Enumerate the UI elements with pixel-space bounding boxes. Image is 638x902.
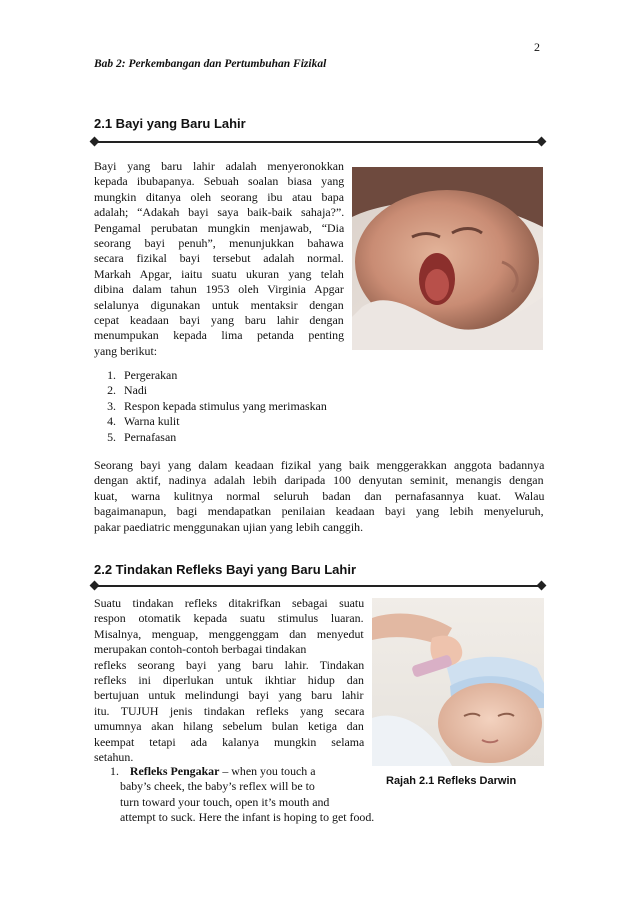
section1-paragraph: [94, 159, 344, 359]
section2-paragraph: [94, 596, 364, 765]
text-line: refleks seorang bayi yang baru lahir. Tindakan: [94, 657, 365, 672]
sleeping-baby-photo: [372, 598, 544, 766]
text-line: menumpukan kepada lima petanda penting: [94, 328, 345, 343]
section1-paragraph-2: [94, 458, 544, 535]
list-item: 3. Respon kepada stimulus yang merimaskan: [107, 398, 327, 413]
text-line: Markah Apgar, iaitu suatu ukuran yang telah: [94, 266, 344, 281]
divider-left-diamond: [90, 581, 100, 591]
divider-left-diamond: [90, 137, 100, 147]
yawning-baby-photo: [352, 167, 543, 350]
text-line: attempt to suck. Here the infant is hoping to get food.: [120, 810, 375, 825]
apgar-signs-list: [94, 368, 414, 445]
text-line: bertujuan untuk melindungi bayi yang baru lahir: [94, 688, 364, 703]
text-line: setahun.: [94, 750, 134, 765]
text-line: respon otomatik kepada suatu stimulus luaran.: [94, 611, 364, 626]
text-line: cepat keadaan bayi yang baru lahir dengan: [94, 313, 344, 328]
text-line: secara fizikal bayi tersebut adalah normal.: [94, 251, 344, 266]
page-number: 2: [534, 40, 540, 54]
text-line: Pengamal perubatan mungkin menjawab, “Dia: [94, 220, 345, 235]
text-line: dibina dalam tahun 1953 oleh Virginia Apgar: [94, 282, 344, 297]
section-title-2-1: 2.1 Bayi yang Baru Lahir: [94, 116, 246, 131]
section-divider-1: [94, 141, 542, 143]
text-line: Suatu tindakan refleks ditakrifkan sebagai suatu: [94, 596, 365, 610]
text-line: yang berikut:: [94, 343, 158, 358]
text-line: umumnya akan hilang sebelum bulan ketiga dan: [94, 719, 364, 734]
figure-caption: Rajah 2.1 Refleks Darwin: [386, 775, 517, 787]
list-item: 4. Warna kulit: [107, 414, 180, 429]
divider-right-diamond: [537, 137, 547, 147]
text-line: Bayi yang baru lahir adalah menyeronokkan: [94, 159, 344, 173]
text-line: baby’s cheek, the baby’s reflex will be to: [120, 779, 315, 794]
divider-right-diamond: [537, 581, 547, 591]
section-divider-2: [94, 585, 542, 587]
text-line: itu. TUJUH jenis tindakan refleks yang secara: [94, 703, 365, 718]
text-line: refleks ini diperlukan untuk ikhtiar hidup dan: [94, 673, 364, 688]
list-number: 1.: [110, 764, 119, 778]
text-line: bagaimanapun, bagi mendapatkan penilaian keadaan bayi yang lebih menyeluruh,: [94, 504, 544, 519]
text-line: merupakan contoh-contoh berbagai tindakan: [94, 642, 307, 657]
text-line: seorang bayi penuh”, menunjukkan bahawa: [94, 236, 344, 251]
text-line: dengan aktif, nadinya adalah lebih daripada 100 denyutan seminit, menangis dengan: [94, 473, 544, 488]
text-line: mungkin ditanya oleh seorang ibu atau bapa: [94, 189, 345, 204]
text-line: selalunya digunakan untuk mentaksir dengan: [94, 297, 344, 312]
section-title-2-2: 2.2 Tindakan Refleks Bayi yang Baru Lahir: [94, 562, 357, 577]
list-item: 2. Nadi: [107, 383, 148, 398]
text-line: kepada ibubapanya. Sebuah soalan biasa yang: [94, 174, 345, 189]
text-line: keempat tetapi ada kalanya mungkin selama: [94, 734, 365, 749]
text-line: kuat, warna kulitnya normal seluruh badan dan pernafasannya kuat. Walau: [94, 488, 545, 503]
chapter-heading: Bab 2: Perkembangan dan Pertumbuhan Fizikal: [94, 58, 327, 70]
list-item-text: – when you touch a: [219, 764, 316, 778]
text-line: adalah; “Adakah bayi saya baik-baik sahaja?”.: [94, 205, 345, 220]
text-line: turn toward your touch, open it’s mouth and: [120, 794, 330, 809]
text-line: pakar paediatric menggunakan ujian yang lebih canggih.: [94, 519, 364, 534]
text-line: Seorang bayi yang dalam keadaan fizikal yang baik menggerakkan anggota badannya: [94, 458, 545, 472]
reflex-term: Refleks Pengakar: [129, 764, 220, 778]
list-item: 1. Pergerakan: [107, 368, 178, 382]
list-item: 5. Pernafasan: [107, 429, 177, 444]
reflex-list-item-1: [110, 764, 440, 826]
text-line: Misalnya, menguap, menggenggam dan menyedut: [94, 626, 364, 641]
